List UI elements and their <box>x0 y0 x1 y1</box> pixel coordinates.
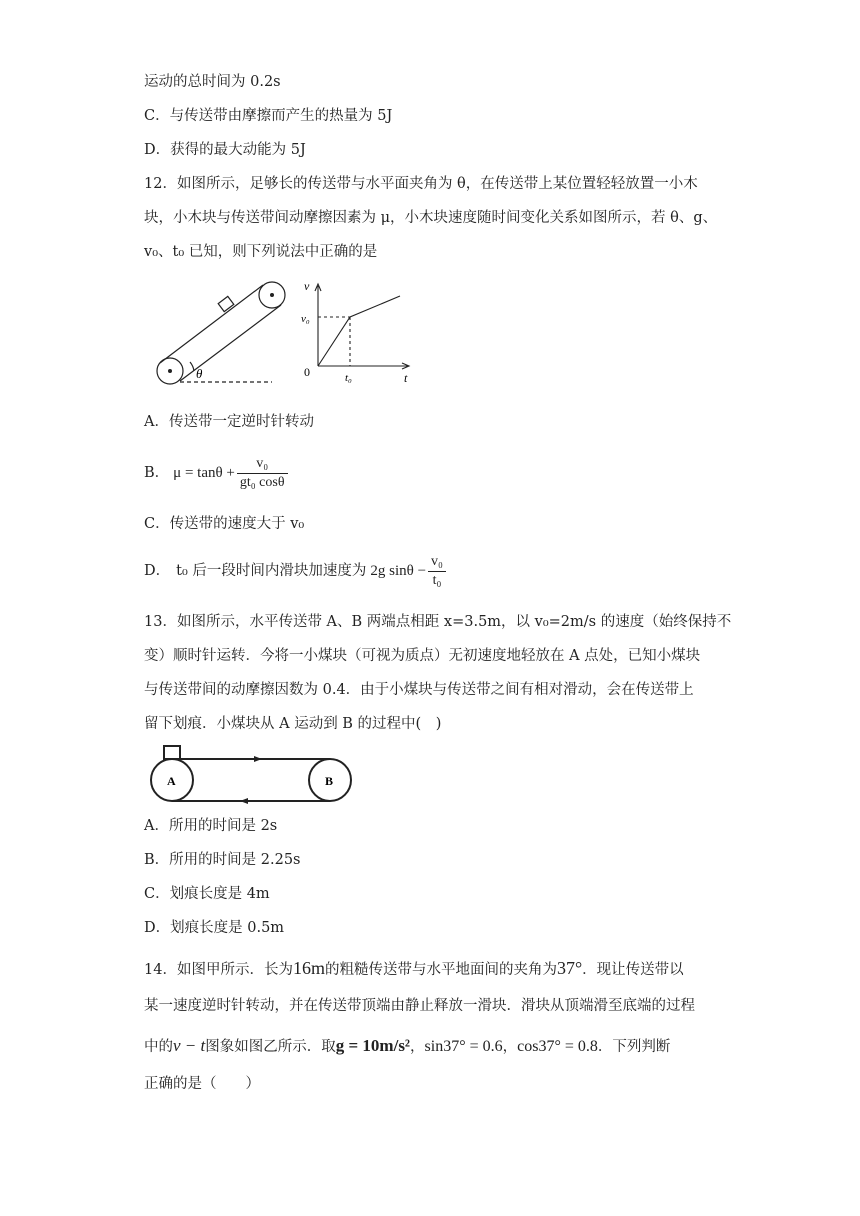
q12-incline-conveyor-figure <box>150 278 290 388</box>
t-axis-label: t <box>404 371 408 385</box>
q13-horizontal-conveyor-figure <box>146 742 356 806</box>
q12-option-a: A．传送带一定逆时针转动 <box>144 414 314 430</box>
q13-stem-line1: 13．如图所示，水平传送带 A、B 两端点相距 x=3.5m，以 v₀=2m/s 的速度（始终保持不 <box>144 614 732 630</box>
q12-option-d: D． t₀ 后一段时间内滑块加速度为 2g sinθ − $\frac{\text{v₀}}{\text{t₀}}$ <box>144 550 448 592</box>
q11-option-b: 运动的总时间为 0.2s <box>144 74 281 90</box>
q12-stem-line1: 12．如图所示，足够长的传送带与水平面夹角为 θ，在传送带上某位置轻轻放置一小木 <box>144 176 698 192</box>
q14-stem-line1: 14．如图甲所示．长为16m的粗糙传送带与水平地面间的夹角为37°．现让传送带以 <box>144 958 684 978</box>
q12-stem-line3: v₀、t₀ 已知，则下列说法中正确的是 <box>144 244 378 260</box>
q12-b-numerator: v₀ <box>237 455 288 474</box>
coal-block <box>164 746 180 759</box>
top-arrow <box>254 756 262 762</box>
q13-option-b: B．所用的时间是 2.25s <box>144 852 301 868</box>
q13-option-c: C．划痕长度是 4m <box>144 886 270 902</box>
q12-option-b: B． μ = tanθ + $\frac{\text{v₀}}{\text{gt₀ cosθ}}$ <box>144 452 290 494</box>
bottom-arrow <box>240 798 248 804</box>
label-b: B <box>325 774 334 788</box>
q12-vt-graph <box>296 278 416 388</box>
q14-stem-line2: 某一速度逆时针转动，并在传送带顶端由静止释放一滑块．滑块从顶端滑至底端的过程 <box>144 998 695 1014</box>
q14-stem-line3: 中的v − t图象如图乙所示．取g = 10m/s²，sin37° = 0.6，cos37° = 0.8．下列判断 <box>144 1036 671 1055</box>
v-axis-label: v <box>304 279 310 293</box>
q11-option-c: C．与传送带由摩擦而产生的热量为 5J <box>144 108 393 124</box>
q12-b-denominator: gt₀ cosθ <box>239 474 285 490</box>
v0-label: v₀ <box>301 313 310 325</box>
q12-d-denominator: t₀ <box>432 572 442 588</box>
t0-label: t₀ <box>345 372 352 384</box>
q14-stem-line4: 正确的是（ ） <box>144 1076 260 1092</box>
q13-stem-line3: 与传送带间的动摩擦因数为 0.4．由于小煤块与传送带之间有相对滑动，会在传送带上 <box>144 682 694 698</box>
q12-option-c: C．传送带的速度大于 v₀ <box>144 516 305 532</box>
q13-option-a: A．所用的时间是 2s <box>144 818 278 834</box>
theta-label: θ <box>196 366 203 381</box>
label-a: A <box>167 774 176 788</box>
q13-stem-line2: 变）顺时针运转．今将一小煤块（可视为质点）无初速度地轻放在 A 点处，已知小煤块 <box>144 648 701 664</box>
q12-d-numerator: v₀ <box>428 553 446 572</box>
q13-stem-line4: 留下划痕．小煤块从 A 运动到 B 的过程中( ) <box>144 716 442 732</box>
origin-label: 0 <box>304 365 310 379</box>
q12-stem-line2: 块，小木块与传送带间动摩擦因素为 μ，小木块速度随时间变化关系如图所示，若 θ、g、 <box>144 210 718 226</box>
q13-option-d: D．划痕长度是 0.5m <box>144 920 285 936</box>
q11-option-d: D．获得的最大动能为 5J <box>144 142 306 158</box>
